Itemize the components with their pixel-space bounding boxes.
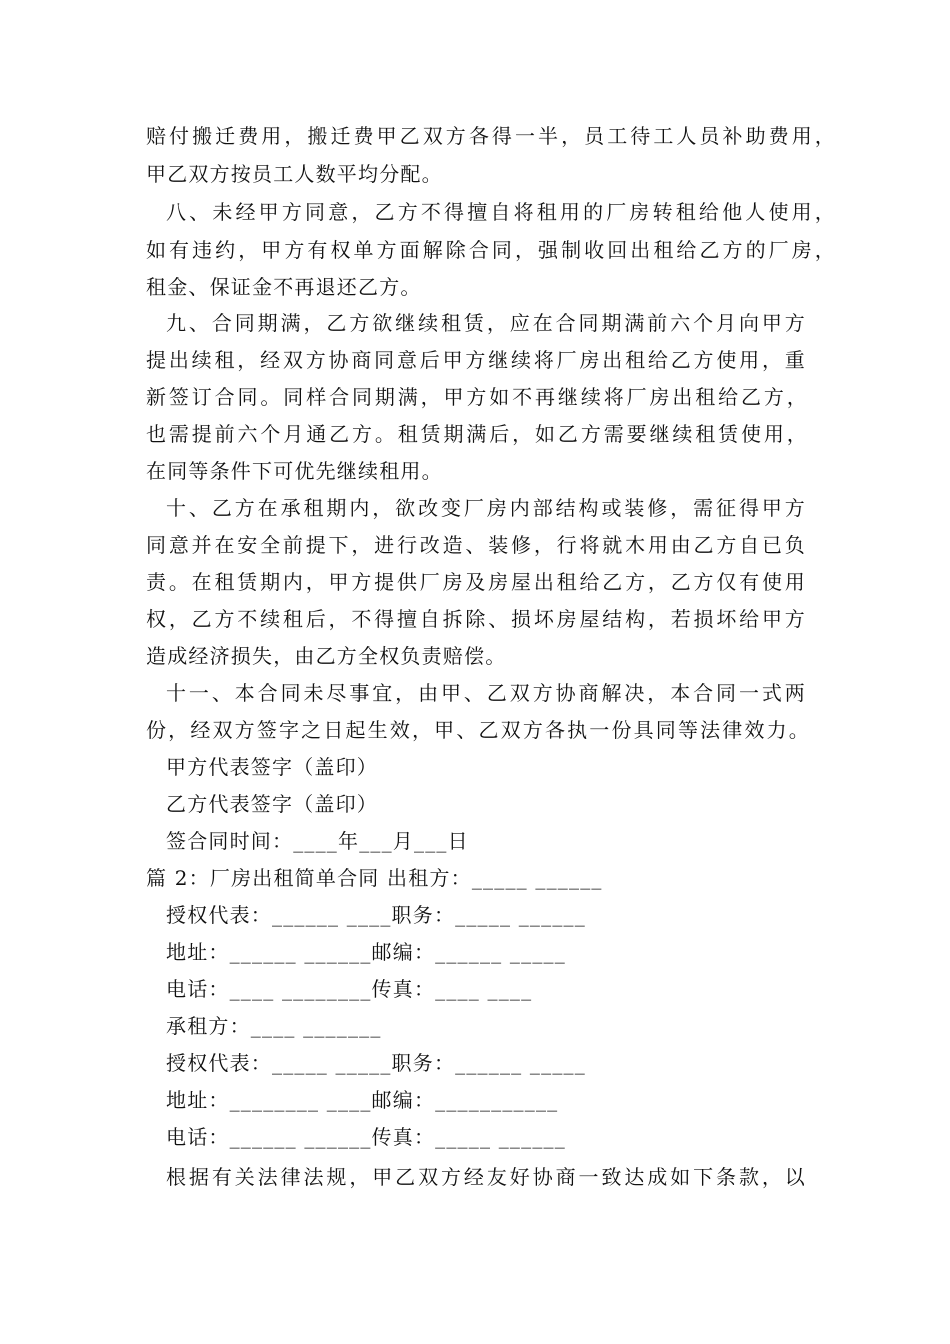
text-line: 提出续租，经双方协商同意后甲方继续将厂房出租给乙方使用，重 xyxy=(146,348,806,372)
signature-line-party-b: 乙方代表签字（盖印） xyxy=(166,792,378,816)
text-line: 根据有关法律法规，甲乙双方经友好协商一致达成如下条款，以 xyxy=(166,1165,806,1189)
text-line: 十一、本合同未尽事宜，由甲、乙双方协商解决，本合同一式两 xyxy=(166,681,806,705)
text-line: 十、乙方在承租期内，欲改变厂房内部结构或装修，需征得甲方 xyxy=(166,496,806,520)
form-line: 授权代表：_____ _____职务：______ _____ xyxy=(166,1051,586,1075)
text-line: 也需提前六个月通乙方。租赁期满后，如乙方需要继续租赁使用， xyxy=(146,422,808,446)
text-line: 八、未经甲方同意，乙方不得擅自将租用的厂房转租给他人使用， xyxy=(166,200,836,224)
form-line: 地址：________ ____邮编：___________ xyxy=(166,1088,559,1112)
form-line: 承租方：____ _______ xyxy=(166,1014,382,1038)
form-line: 电话：______ ______传真：_____ ______ xyxy=(166,1125,566,1149)
text-line: 在同等条件下可优先继续租用。 xyxy=(146,459,443,483)
text-line: 责。在租赁期内，甲方提供厂房及房屋出租给乙方，乙方仅有使用 xyxy=(146,570,806,594)
section-heading: 篇 2：厂房出租简单合同 出租方：_____ ______ xyxy=(146,866,603,890)
text-line: 权，乙方不续租后，不得擅自拆除、损坏房屋结构，若损坏给甲方 xyxy=(146,607,806,631)
text-line: 甲乙双方按员工人数平均分配。 xyxy=(146,162,443,186)
signature-line-party-a: 甲方代表签字（盖印） xyxy=(166,755,378,779)
form-line: 电话：____ ________传真：____ ____ xyxy=(166,977,533,1001)
contract-date-line: 签合同时间：____年___月___日 xyxy=(166,829,469,853)
text-line: 租金、保证金不再退还乙方。 xyxy=(146,275,422,299)
text-line: 赔付搬迁费用，搬迁费甲乙双方各得一半，员工待工人员补助费用， xyxy=(146,124,836,148)
form-line: 地址：______ ______邮编：______ _____ xyxy=(166,940,566,964)
text-line: 造成经济损失，由乙方全权负责赔偿。 xyxy=(146,644,507,668)
text-line: 同意并在安全前提下，进行改造、装修，行将就木用由乙方自已负 xyxy=(146,533,806,557)
text-line: 份，经双方签字之日起生效，甲、乙双方各执一份具同等法律效力。 xyxy=(146,718,810,742)
text-line: 新签订合同。同样合同期满，甲方如不再继续将厂房出租给乙方， xyxy=(146,385,808,409)
text-line: 九、合同期满，乙方欲继续租赁，应在合同期满前六个月向甲方 xyxy=(166,311,806,335)
form-line: 授权代表：______ ____职务：_____ ______ xyxy=(166,903,586,927)
text-line: 如有违约，甲方有权单方面解除合同，强制收回出租给乙方的厂房， xyxy=(146,238,836,262)
